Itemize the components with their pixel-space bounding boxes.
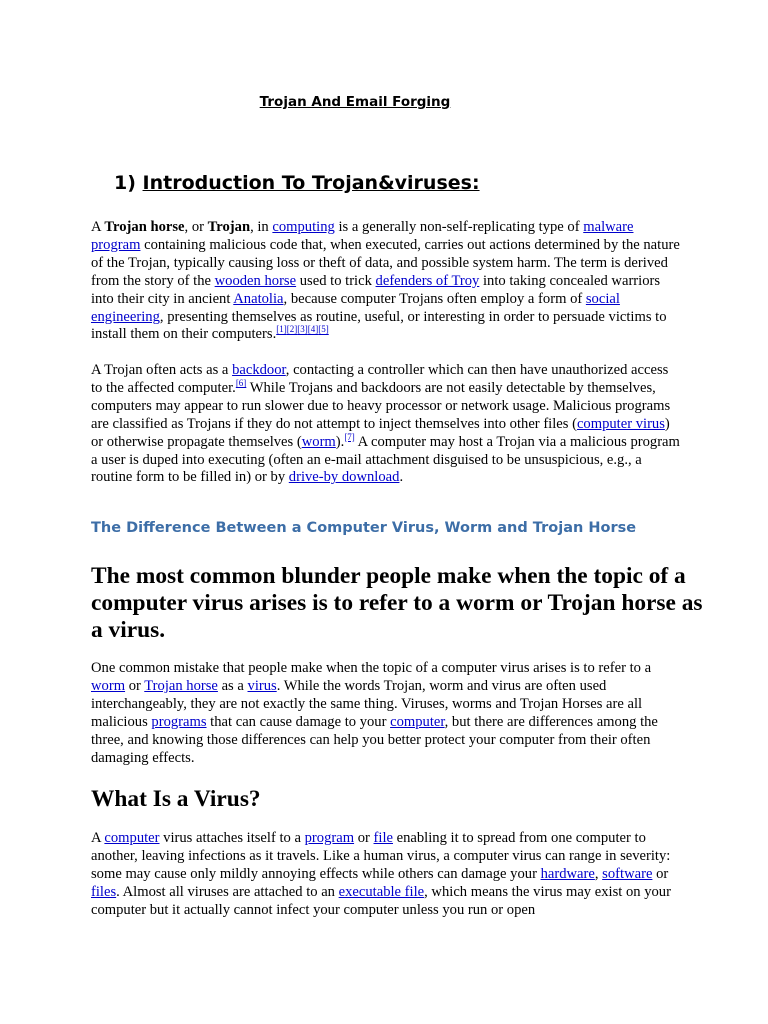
text-run: , in [250,219,273,235]
text-run: used to trick [296,272,376,289]
citation-link[interactable]: [4] [307,324,319,335]
text-run: , contacting a controller which can then have unauthorized access to the affected computer. [91,362,669,396]
link-programs[interactable]: programs [151,713,207,730]
link-computer[interactable]: computer [390,713,445,730]
text-run: into taking concealed warriors into their city in ancient [91,272,661,307]
citation-link[interactable]: [5] [318,324,329,335]
text-run: . [399,469,404,486]
text-run: containing malicious code that, when executed, carries out actions determined by the nature of the Trojan, typically causing loss or theft of data, and possible system harm. The term is derived from the story of the [91,236,680,289]
text-run: A Trojan often acts as a [91,362,233,378]
heading-common-blunder: The most common blunder people make when the topic of a computer virus arises is to refer to a worm or Trojan horse as a virus. [91,563,703,643]
link-computing[interactable]: computing [272,219,335,235]
link-anatolia[interactable]: Anatolia [233,290,284,307]
text-run: or [125,677,145,694]
link-worm[interactable]: worm [91,677,126,694]
text-run: that can cause damage to your [206,713,391,730]
text-run: , presenting themselves as routine, useful, or interesting in order to persuade victims to install them on their computers. [91,308,667,343]
link-backdoor[interactable]: backdoor [232,362,286,378]
text-run: . While the words Trojan, worm and virus are often used interchangeably, they are not exactly the same thing. Viruses, worms and Trojan Horses are all malicious [91,677,643,730]
section-heading-introduction [114,172,480,194]
text-run: enabling it to spread from one computer to another, leaving infections as it travels. Like a human virus, a computer virus can range in severity: some may cause only mildly annoying effects while others can damage your [91,830,671,882]
link-worm[interactable]: worm [301,433,336,450]
text-run: as a [217,677,248,694]
link-hardware[interactable]: hardware [540,865,595,882]
heading-what-is-a-virus: What Is a Virus? [91,786,261,812]
text-run: One common mistake that people make when the topic of a computer virus arises is to refer to a [91,660,652,676]
text-run: , because computer Trojans often employ a form of [283,290,586,307]
paragraph-trojan-backdoor [91,362,681,487]
link-drive-by-download[interactable]: drive-by download [288,469,400,486]
citation-link[interactable]: [1] [276,324,287,335]
text-run: or [652,865,669,882]
paragraph-virus-definition [91,830,681,920]
section-title: Introduction To Trojan&viruses: [142,172,480,194]
citation-link[interactable]: [7] [344,431,355,442]
paragraph-common-mistake [91,660,681,767]
citation-link[interactable]: [3] [297,324,308,335]
subheading-difference: The Difference Between a Computer Virus, Worm and Trojan Horse [91,520,637,536]
link-files[interactable]: files [91,883,117,900]
link-social-engineering[interactable]: social engineering [91,290,620,325]
bold-term: Trojan horse [104,219,185,235]
text-run: , which means the virus may exist on your computer but it actually cannot infect your computer unless you run or open [91,883,671,918]
link-file[interactable]: file [373,830,393,846]
text-run: A [91,830,105,846]
text-run: , or [184,219,208,235]
text-run: A [91,219,105,235]
link-virus[interactable]: virus [247,677,277,694]
link-trojan-horse[interactable]: Trojan horse [144,677,218,694]
bold-term: Trojan [207,219,251,235]
citation-link[interactable]: [6] [235,378,247,389]
link-program[interactable]: program [304,830,355,846]
text-run: or [354,830,374,846]
text-run: is a generally non-self-replicating type of [334,219,584,235]
document-title: Trojan And Email Forging [259,94,451,110]
link-defenders-of-troy[interactable]: defenders of Troy [375,272,480,289]
link-executable-file[interactable]: executable file [338,883,425,900]
text-run: ) or otherwise propagate themselves ( [91,415,670,450]
citation-link[interactable]: [2] [286,324,298,335]
section-number: 1) [114,172,143,194]
text-run: While Trojans and backdoors are not easily detectable by themselves, computers may appear to run slower due to heavy processor or network usage. Malicious programs are classified as Trojans if they do not attempt to inject themselves into other files ( [91,379,671,432]
paragraph-trojan-definition [91,219,681,344]
link-wooden-horse[interactable]: wooden horse [214,272,297,289]
text-run: virus attaches itself to a [159,830,305,846]
link-computer-virus[interactable]: computer virus [576,415,665,432]
link-computer[interactable]: computer [104,830,160,846]
link-malware-program[interactable]: malware program [91,219,634,253]
link-software[interactable]: software [602,865,653,882]
text-run: , but there are differences among the three, and knowing those differences can help you better protect your computer from their often damaging effects. [91,713,658,766]
text-run: ). [335,433,345,450]
text-run: , [594,865,603,882]
text-run: A computer may host a Trojan via a malicious program a user is duped into executing (often an e-mail attachment disguised to be unsuspicious, e.g., a routine form to be filled in) or by [91,433,680,486]
text-run: . Almost all viruses are attached to an [116,883,339,900]
